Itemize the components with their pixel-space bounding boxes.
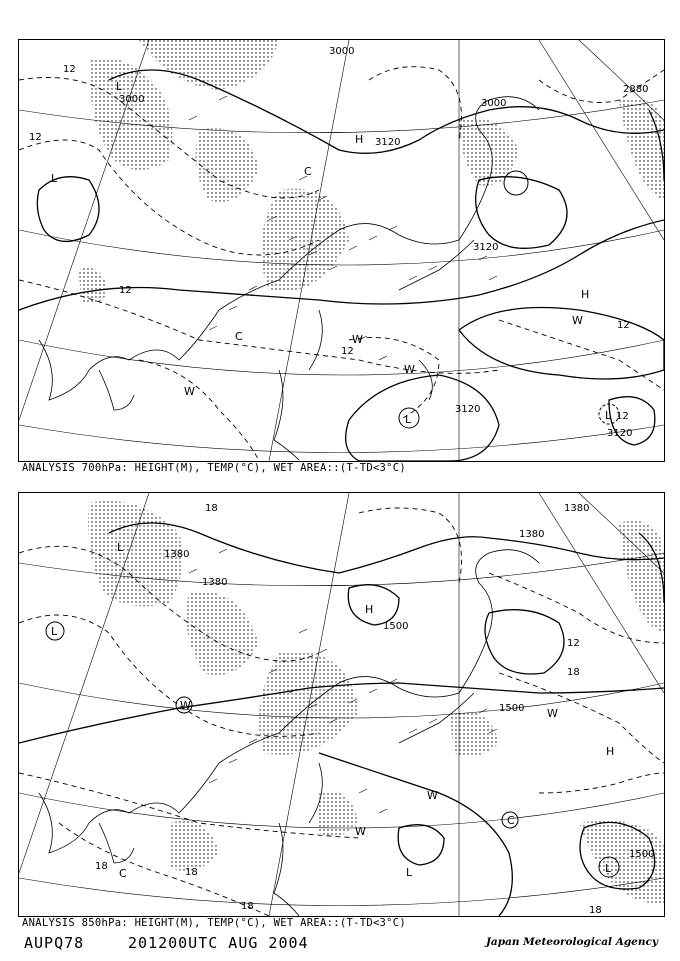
height-label: 1500 [383, 621, 409, 632]
center-rings [46, 622, 619, 877]
warm-center-marker: W [547, 707, 558, 720]
high-center-marker: H [355, 133, 364, 146]
temp-label: 18 [589, 905, 602, 916]
height-label: 3000 [481, 98, 507, 109]
height-label: 3120 [607, 428, 633, 439]
height-label: 2880 [623, 84, 649, 95]
warm-center-marker: W [352, 333, 363, 346]
high-center-marker: H [365, 603, 374, 616]
temp-label: 12 [29, 132, 42, 143]
temp-label: 12 [567, 638, 580, 649]
low-center-marker: L [51, 625, 58, 638]
map-panel-850hpa [18, 492, 665, 917]
temp-label: 18 [241, 901, 254, 912]
cold-center-marker: C [304, 165, 312, 178]
high-center-marker: H [581, 288, 590, 301]
height-label: 3120 [473, 242, 499, 253]
low-center-marker: L [51, 172, 58, 185]
height-label: 1380 [202, 577, 228, 588]
warm-center-marker: W [427, 789, 438, 802]
height-label: 3000 [119, 94, 145, 105]
warm-center-marker: W [180, 699, 191, 712]
map-panel-700hpa [18, 39, 665, 462]
height-label: 1380 [564, 503, 590, 514]
caption-850hpa: ANALYSIS 850hPa: HEIGHT(M), TEMP(°C), WET AREA::(T-TD<3°C) [22, 917, 407, 929]
height-label: 1500 [629, 849, 655, 860]
height-labels [119, 46, 648, 439]
chart-id: AUPQ78 [24, 934, 85, 952]
temp-label: 12 [616, 411, 629, 422]
high-center-marker: H [606, 745, 615, 758]
warm-center-marker: W [572, 314, 583, 327]
low-center-marker: L [605, 862, 612, 875]
agency-credit: Japan Meteorological Agency [485, 936, 658, 948]
caption-700hpa: ANALYSIS 700hPa: HEIGHT(M), TEMP(°C), WET AREA::(T-TD<3°C) [22, 462, 407, 474]
height-label: 3120 [375, 137, 401, 148]
low-center-marker: L [117, 541, 124, 554]
cold-center-marker: C [119, 867, 127, 880]
temp-label: 18 [205, 503, 218, 514]
cold-center-marker: C [507, 814, 515, 827]
temp-label: 12 [617, 320, 630, 331]
map-700hpa-canvas [19, 40, 664, 461]
warm-center-marker: W [404, 363, 415, 376]
low-center-marker: L [605, 409, 612, 422]
temp-label: 18 [95, 861, 108, 872]
temp-label: 12 [63, 64, 76, 75]
low-center-marker: L [406, 866, 413, 879]
height-label: 1500 [499, 703, 525, 714]
temp-label: 18 [185, 867, 198, 878]
temp-label: 18 [567, 667, 580, 678]
warm-center-marker: W [184, 385, 195, 398]
cold-center-marker: C [235, 330, 243, 343]
low-center-marker: L [405, 413, 412, 426]
low-center-marker: L [116, 80, 123, 93]
height-label: 3000 [329, 46, 355, 57]
map-850hpa-canvas [19, 493, 664, 916]
temp-label: 12 [119, 285, 132, 296]
height-label: 3120 [455, 404, 481, 415]
height-label: 1380 [519, 529, 545, 540]
warm-center-marker: W [355, 825, 366, 838]
valid-time: 201200UTC AUG 2004 [128, 934, 309, 952]
height-label: 1380 [164, 549, 190, 560]
temp-label: 12 [341, 346, 354, 357]
height-labels [164, 503, 654, 860]
